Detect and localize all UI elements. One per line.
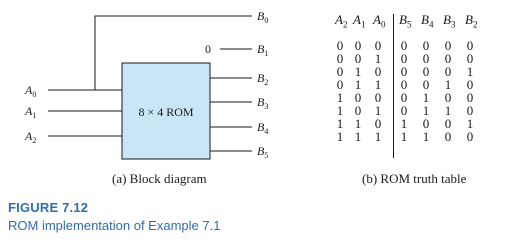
table-cell: 0 (444, 116, 452, 131)
table-cell: 0 (422, 38, 430, 53)
table-cell: 0 (444, 38, 452, 53)
table-cell: 0 (336, 51, 344, 66)
table-cell: 0 (466, 103, 474, 118)
table-cell: 1 (336, 116, 344, 131)
table-cell: 0 (400, 38, 408, 53)
table-cell: 0 (336, 64, 344, 79)
table-cell: 1 (400, 129, 408, 144)
table-cell: 1 (422, 129, 430, 144)
table-divider (393, 14, 394, 158)
table-cell: 0 (466, 51, 474, 66)
output-label-b0: $B_0$ (257, 9, 269, 25)
table-header-a1: $A_1$ (353, 12, 366, 30)
table-cell: 1 (374, 129, 382, 144)
table-cell: 0 (466, 129, 474, 144)
table-cell: 1 (444, 77, 452, 92)
table-cell: 1 (400, 116, 408, 131)
table-cell: 0 (336, 38, 344, 53)
table-cell: 0 (374, 116, 382, 131)
table-cell: 0 (354, 51, 362, 66)
table-cell: 0 (374, 90, 382, 105)
figure-title: ROM implementation of Example 7.1 (8, 218, 221, 233)
output-label-b3: $B_3$ (257, 95, 269, 111)
table-cell: 0 (444, 51, 452, 66)
table-cell: 1 (336, 90, 344, 105)
table-cell: 0 (400, 103, 408, 118)
table-cell: 0 (400, 64, 408, 79)
output-label-b5: $B_5$ (257, 144, 269, 160)
table-cell: 1 (354, 116, 362, 131)
output-label-b2: $B_2$ (257, 71, 269, 87)
table-cell: 0 (466, 77, 474, 92)
table-cell: 0 (466, 90, 474, 105)
table-header-b5: $B_5$ (399, 12, 412, 30)
table-cell: 1 (354, 129, 362, 144)
table-cell: 1 (336, 129, 344, 144)
table-cell: 0 (354, 103, 362, 118)
table-cell: 0 (444, 64, 452, 79)
table-cell: 0 (354, 90, 362, 105)
table-header-b4: $B_4$ (421, 12, 434, 30)
table-cell: 1 (336, 103, 344, 118)
table-cell: 1 (374, 77, 382, 92)
table-cell: 0 (354, 38, 362, 53)
table-cell: 0 (422, 116, 430, 131)
table-cell: 1 (374, 103, 382, 118)
input-label-a2: $A_2$ (25, 129, 37, 145)
block-diagram-caption: (a) Block diagram (112, 171, 207, 186)
table-cell: 1 (466, 116, 474, 131)
table-cell: 0 (444, 90, 452, 105)
table-header-b3: $B_3$ (443, 12, 456, 30)
table-cell: 0 (422, 77, 430, 92)
table-cell: 1 (466, 64, 474, 79)
table-header-a2: $A_2$ (335, 12, 348, 30)
table-cell: 1 (422, 103, 430, 118)
truth-table-caption: (b) ROM truth table (362, 171, 467, 186)
output-label-b4: $B_4$ (257, 120, 269, 136)
table-cell: 0 (400, 90, 408, 105)
table-cell: 1 (422, 90, 430, 105)
table-cell: 1 (354, 77, 362, 92)
table-cell: 0 (374, 64, 382, 79)
output-label-b1: $B_1$ (257, 42, 269, 58)
input-label-a1: $A_1$ (25, 104, 37, 120)
table-cell: 0 (422, 51, 430, 66)
table-cell: 1 (444, 103, 452, 118)
b1-constant: 0 (205, 42, 211, 56)
table-cell: 1 (354, 64, 362, 79)
input-label-a0: $A_0$ (25, 83, 37, 99)
table-header-b2: $B_2$ (465, 12, 478, 30)
table-header-a0: $A_0$ (373, 12, 386, 30)
table-cell: 0 (400, 77, 408, 92)
table-cell: 0 (336, 77, 344, 92)
table-cell: 0 (400, 51, 408, 66)
table-cell: 0 (466, 38, 474, 53)
table-cell: 0 (444, 129, 452, 144)
rom-label: 8 × 4 ROM (138, 105, 194, 119)
table-cell: 1 (374, 51, 382, 66)
table-cell: 0 (422, 64, 430, 79)
table-cell: 0 (374, 38, 382, 53)
figure-number: FIGURE 7.12 (8, 200, 89, 215)
